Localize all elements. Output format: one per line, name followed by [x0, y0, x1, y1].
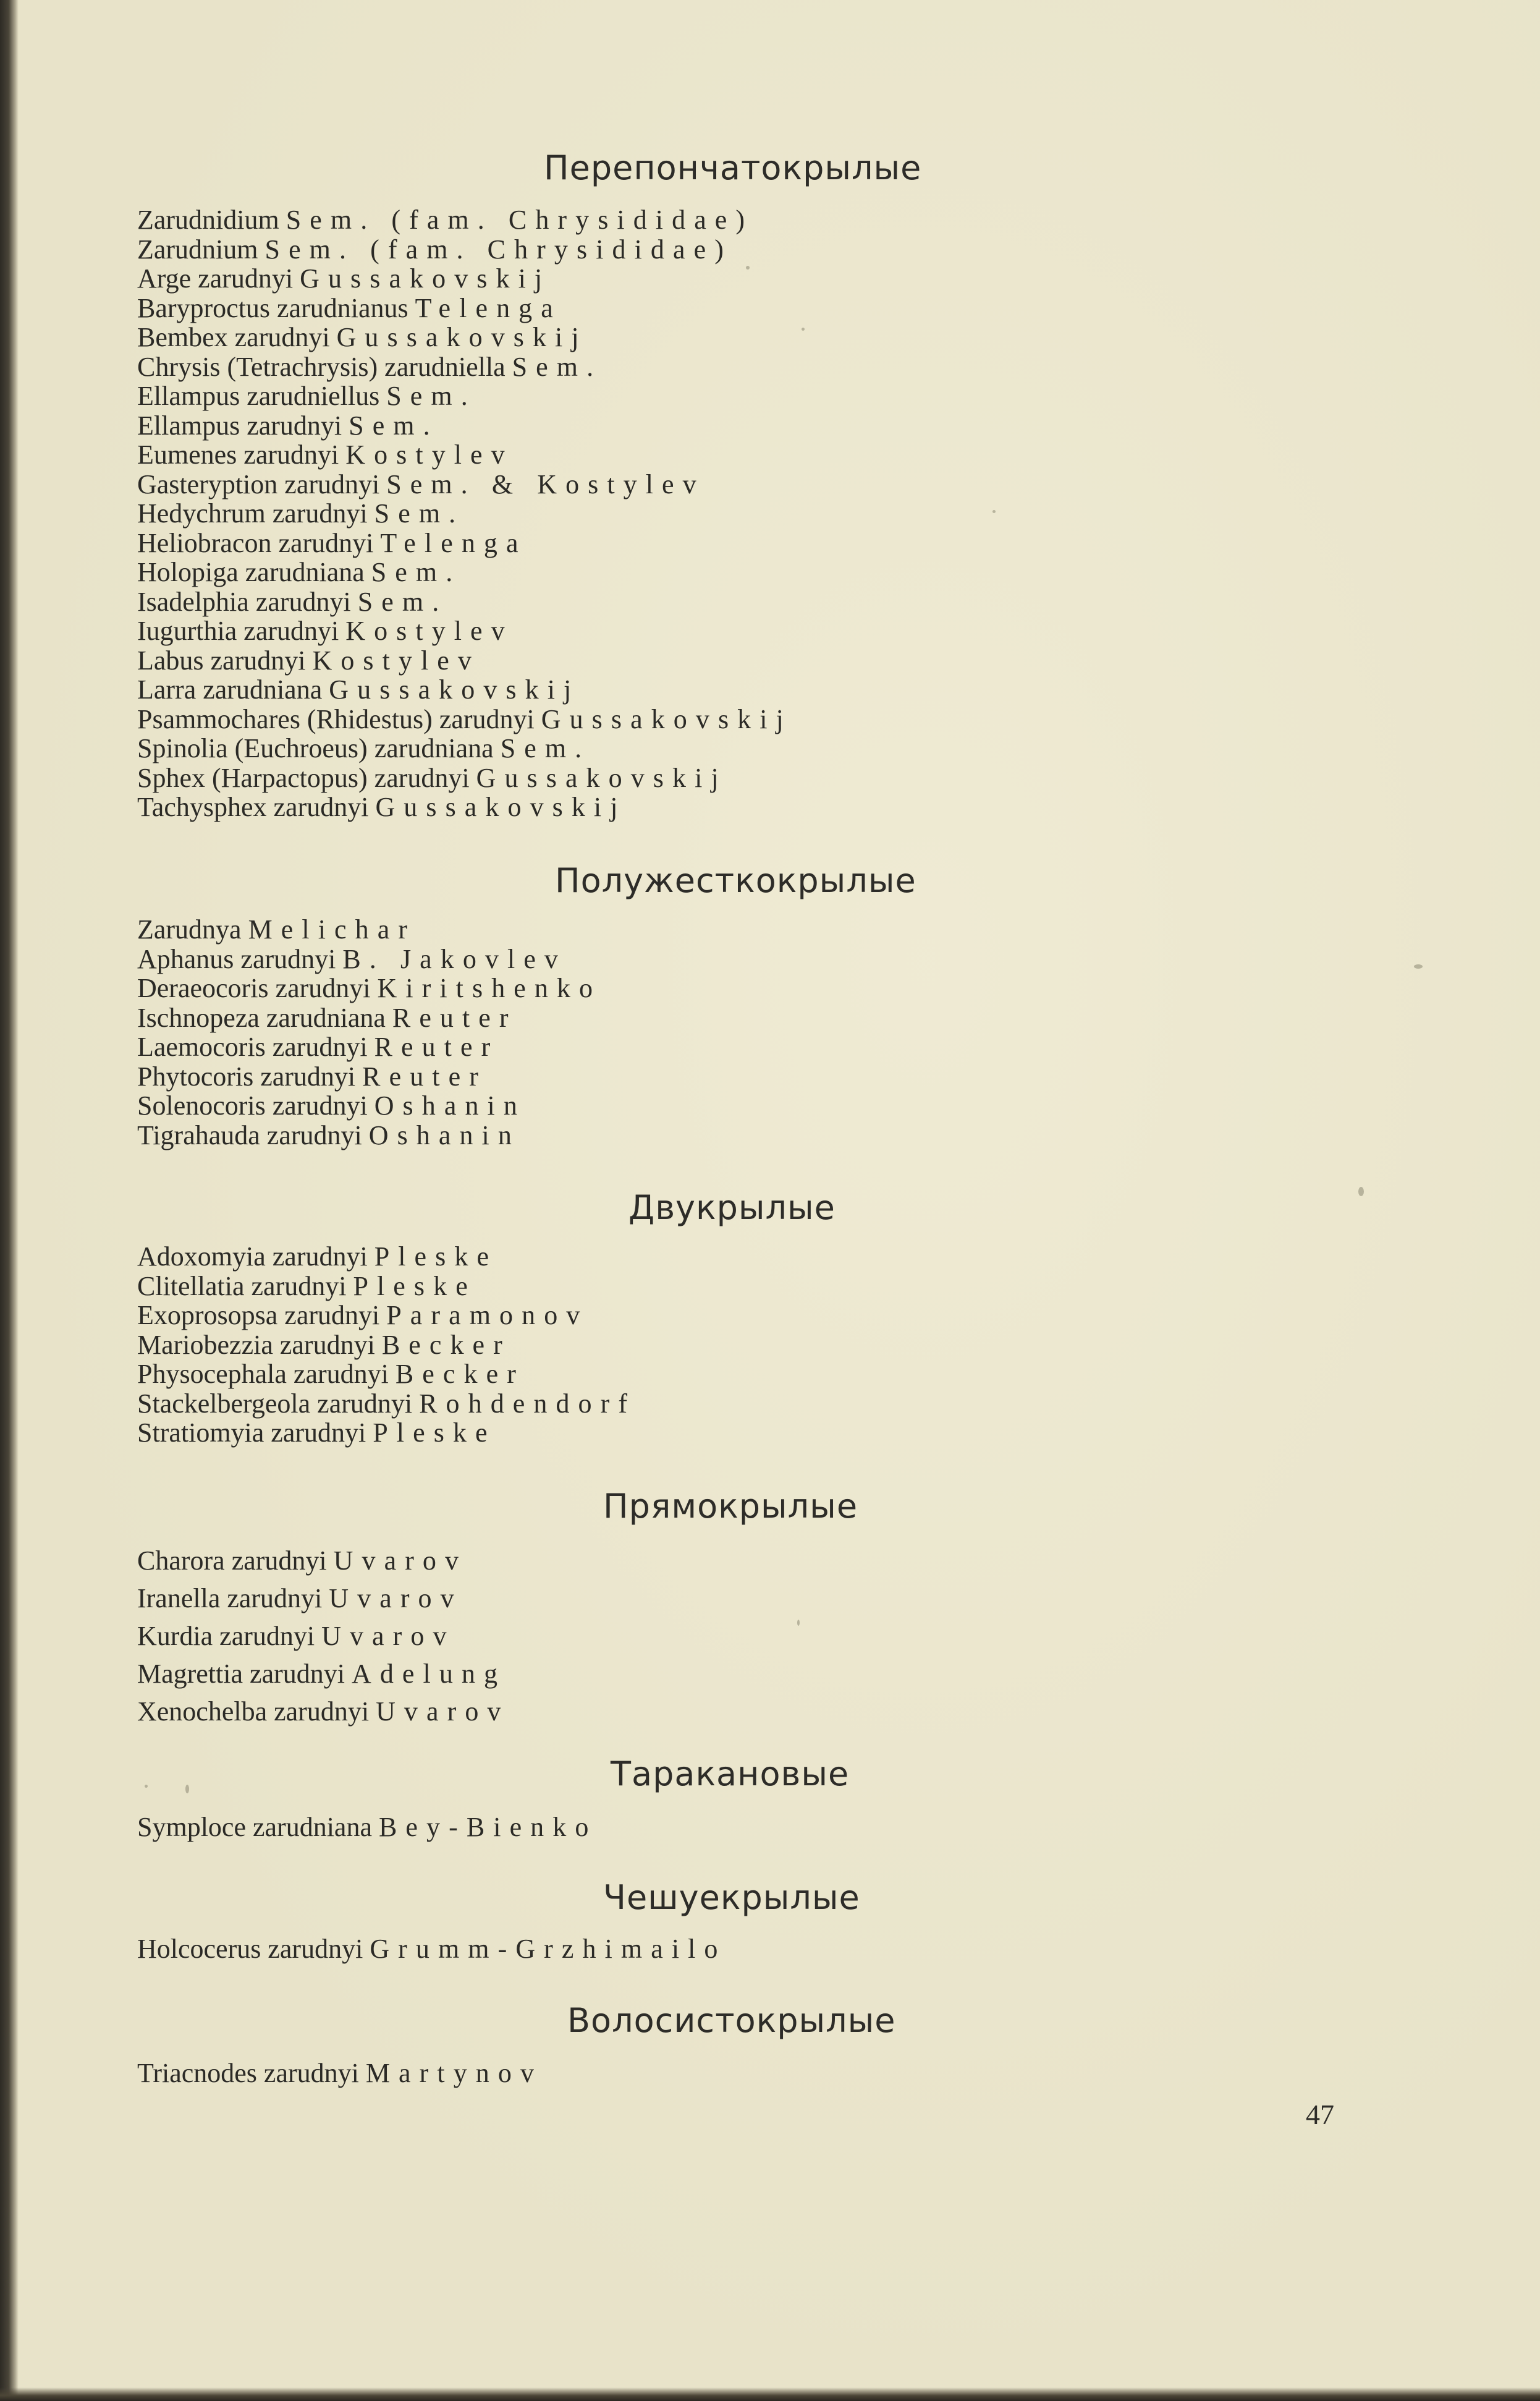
list-item: Iranella zarudnyi Uvarov: [137, 1583, 463, 1613]
list-item: Psammochares (Rhidestus) zarudnyi Gussakovskij: [137, 703, 792, 734]
section-title-hymenoptera: Перепончатокрылые: [544, 148, 922, 187]
section-title-diptera: Двукрылые: [628, 1188, 836, 1227]
list-item: Tachysphex zarudnyi Gussakovskij: [137, 792, 627, 822]
list-item: Xenochelba zarudnyi Uvarov: [137, 1696, 510, 1727]
list-item: Ellampus zarudniellus Sem.: [137, 381, 476, 411]
list-item: Gasteryption zarudnyi Sem. & Kostylev: [137, 469, 705, 499]
list-item: Larra zarudniana Gussakovskij: [137, 674, 580, 705]
section-title-trichoptera: Волосистокрылые: [567, 2001, 896, 2040]
list-item: Heliobracon zarudnyi Telenga: [137, 527, 527, 558]
list-item: Spinolia (Euchroeus) zarudniana Sem.: [137, 733, 591, 763]
list-item: Charora zarudnyi Uvarov: [137, 1545, 468, 1576]
list-item: Hedychrum zarudnyi Sem.: [137, 498, 465, 529]
paper-speck: [802, 328, 805, 331]
binding-edge: [0, 0, 19, 2401]
list-item: Triacnodes zarudnyi Martynov: [137, 2058, 543, 2088]
paper-speck: [1414, 964, 1423, 969]
section-title-hemiptera: Полужесткокрылые: [555, 861, 916, 900]
species-list-trichoptera: [137, 2054, 543, 2092]
species-list-diptera: [137, 1242, 636, 1448]
list-item: Zarudnidium Sem. (fam. Chrysididae): [137, 205, 754, 235]
list-item: Bembex zarudnyi Gussakovskij: [137, 322, 588, 352]
list-item: Laemocoris zarudnyi Reuter: [137, 1032, 499, 1062]
species-list-hemiptera: [137, 915, 601, 1150]
list-item: Stackelbergeola zarudnyi Rohdendorf: [137, 1388, 637, 1419]
list-item: Aphanus zarudnyi B. Jakovlev: [137, 943, 567, 974]
list-item: Iugurthia zarudnyi Kostylev: [137, 616, 514, 646]
list-item: Symploce zarudniana Bey-Bienko: [137, 1812, 598, 1842]
list-item: Deraeocoris zarudnyi Kiritshenko: [137, 973, 602, 1003]
paper-speck: [992, 510, 996, 513]
species-list-hymenoptera: [137, 205, 792, 822]
page-number: 47: [1306, 2099, 1334, 2130]
list-item: Physocephala zarudnyi Becker: [137, 1359, 525, 1389]
list-item: Magrettia zarudnyi Adelung: [137, 1659, 507, 1689]
species-list-orthoptera: [137, 1542, 510, 1730]
section-title-blattodea: Таракановые: [611, 1754, 850, 1793]
species-list-blattodea: [137, 1808, 597, 1846]
paper-speck: [185, 1785, 189, 1793]
list-item: Solenocoris zarudnyi Oshanin: [137, 1090, 526, 1121]
list-item: Ellampus zarudnyi Sem.: [137, 410, 439, 441]
list-item: Sphex (Harpactopus) zarudnyi Gussakovskij: [137, 762, 727, 793]
section-title-orthoptera: Прямокрылые: [603, 1487, 858, 1526]
list-item: Baryproctus zarudnianus Telenga: [137, 292, 562, 323]
list-item: Arge zarudnyi Gussakovskij: [137, 263, 551, 294]
section-title-lepidoptera: Чешуекрылые: [603, 1878, 860, 1917]
list-item: Phytocoris zarudnyi Reuter: [137, 1061, 487, 1092]
list-item: Clitellatia zarudnyi Pleske: [137, 1270, 476, 1301]
list-item: Mariobezzia zarudnyi Becker: [137, 1329, 511, 1360]
list-item: Zarudnya Melichar: [137, 914, 417, 945]
list-item: Isadelphia zarudnyi Sem.: [137, 586, 448, 617]
paper-speck: [1358, 1187, 1364, 1196]
list-item: Labus zarudnyi Kostylev: [137, 645, 480, 676]
list-item: Eumenes zarudnyi Kostylev: [137, 440, 514, 470]
list-item: Kurdia zarudnyi Uvarov: [137, 1621, 455, 1651]
bottom-edge: [0, 2387, 1540, 2401]
list-item: Chrysis (Tetrachrysis) zarudniella Sem.: [137, 351, 603, 382]
list-item: Adoxomyia zarudnyi Pleske: [137, 1241, 498, 1272]
paper-speck: [145, 1785, 148, 1788]
paper-speck: [746, 266, 750, 270]
list-item: Ischnopeza zarudniana Reuter: [137, 1002, 517, 1033]
species-list-lepidoptera: [137, 1930, 727, 1968]
paper-speck: [797, 1620, 800, 1626]
list-item: Stratiomyia zarudnyi Pleske: [137, 1417, 496, 1448]
list-item: Tigrahauda zarudnyi Oshanin: [137, 1120, 520, 1150]
list-item: Exoprosopsa zarudnyi Paramonov: [137, 1300, 589, 1330]
list-item: Holcocerus zarudnyi Grumm-Grzhimailo: [137, 1934, 727, 1964]
list-item: Holopiga zarudniana Sem.: [137, 557, 462, 587]
list-item: Zarudnium Sem. (fam. Chrysididae): [137, 234, 732, 265]
